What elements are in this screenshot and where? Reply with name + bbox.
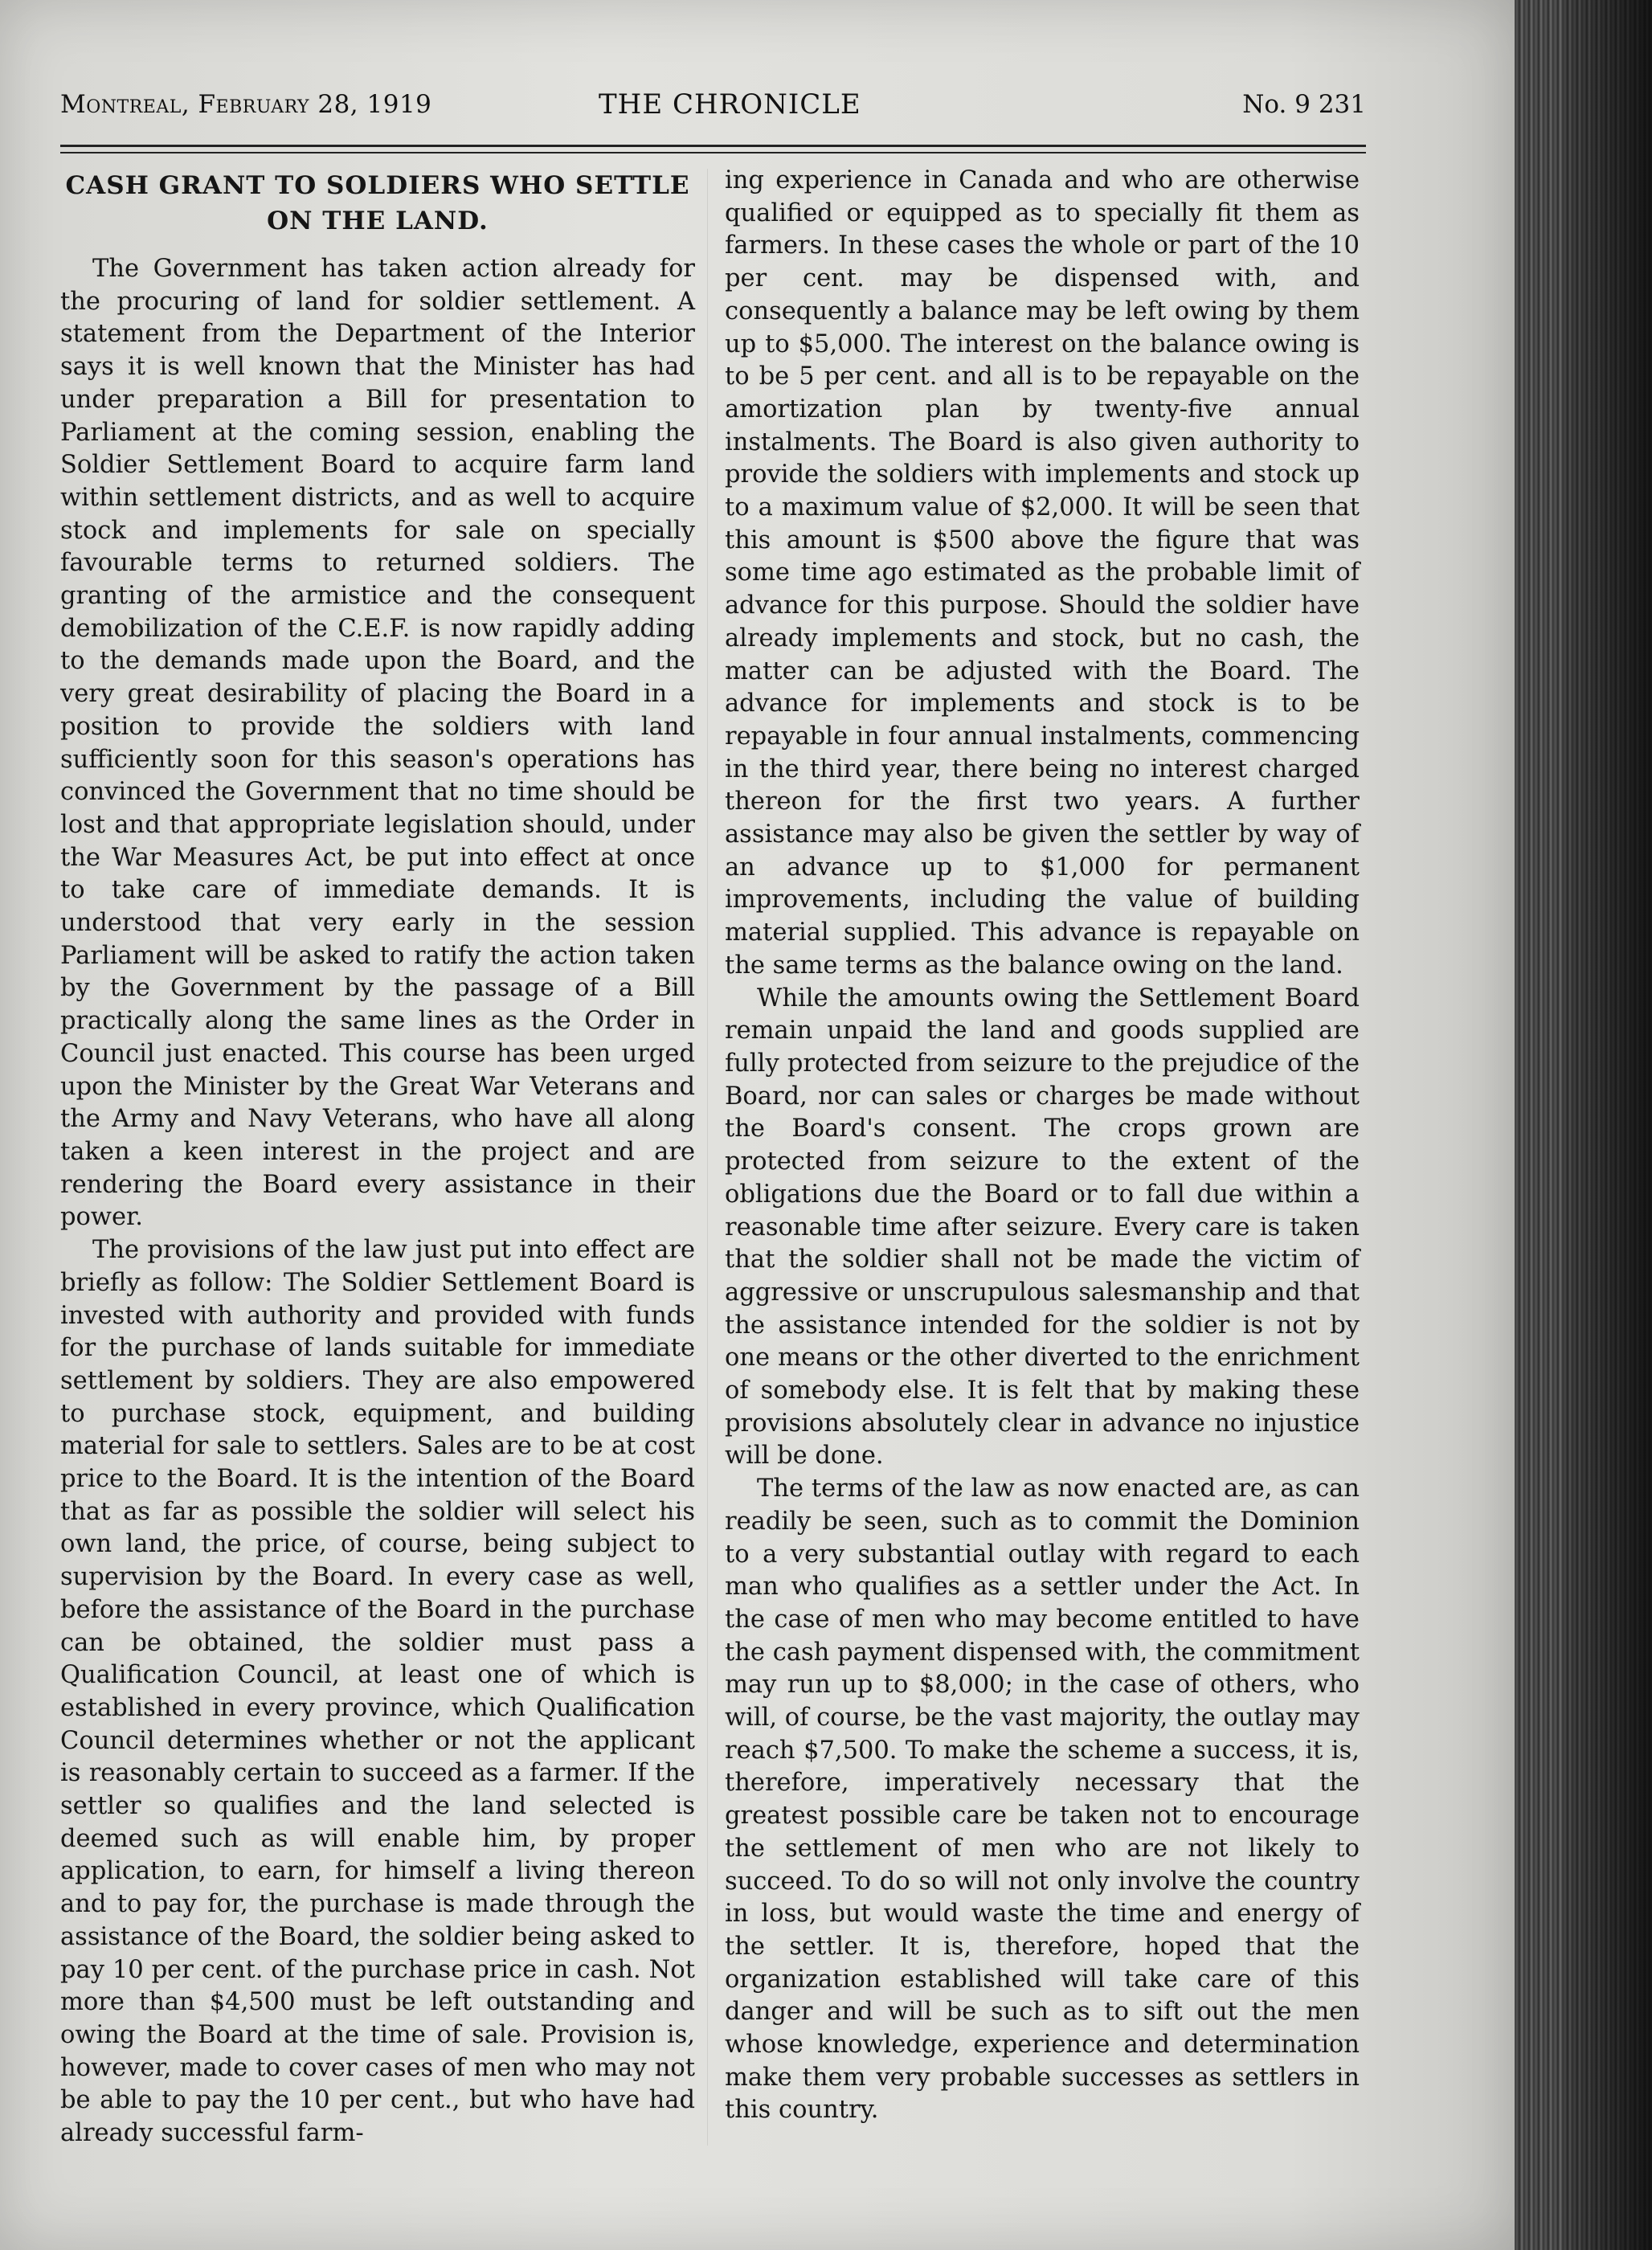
article-title-line-1: CASH GRANT TO SOLDIERS WHO SETTLE [65, 171, 690, 200]
paragraph-2: The provisions of the law just put into effect are briefly as follow: The Soldier Settlement Board is invested with authority and provided with funds for the purchase of lands suitable for immediate settlement by soldiers. They are also empowered to purchase stock, equipment, and building material for sale to settlers. Sales are to be at cost price to the Board. It is the intention of the Board that as far as possible the soldier will select his own land, the price, of course, being subject to supervision by the Board. In every case as well, before the assistance of the Board in the purchase can be obtained, the soldier must pass a Qualification Council, at least one of which is established in every province, which Qualification Council determines whether or not the applicant is reasonably certain to succeed as a farmer. If the settler so qualifies and the land selected is deemed such as will enable him, by proper application, to earn, for himself a living thereon and to pay for, the purchase is made through the assistance of the Board, the soldier being asked to pay 10 per cent. of the purchase price in cash. Not more than $4,500 must be left outstanding and owing the Board at the time of sale. Provision is, however, made to cover cases of men who may not be able to pay the 10 per cent., but who have had already successful farm- [60, 1236, 695, 2148]
header-rule-top [60, 145, 1366, 147]
publication-title: THE CHRONICLE [599, 88, 861, 121]
book-page-edges [1515, 0, 1652, 2250]
article-title [60, 165, 695, 239]
left-column [60, 165, 695, 2150]
header-rule-bottom [60, 152, 1366, 153]
paragraph-3: While the amounts owing the Settlement Board remain unpaid the land and goods supplied are fully protected from seizure to the prejudice of the Board, nor can sales or charges be made without the Board's consent. The crops grown are protected from seizure to the extent of the obligations due the Board or to fall due within a reasonable time after seizure. Every care is taken that the soldier shall not be made the victim of aggressive or unscrupulous salesmanship and that the assistance intended for the soldier is not by one means or the other diverted to the enrichment of somebody else. It is felt that by making these provisions absolutely clear in advance no injustice will be done. [725, 984, 1360, 1471]
article-title-line-2: ON THE LAND. [267, 207, 489, 235]
header-date: Montreal, February 28, 1919 [60, 90, 432, 119]
column-gutter [707, 169, 708, 2146]
paragraph-2-continued: ing experience in Canada and who are otherwise qualified or equipped as to specially fit them as farmers. In these cases the whole or part of the 10 per cent. may be dispensed with, and consequently a balance may be left owing by them up to $5,000. The interest on the balance owing is to be 5 per cent. and all is to be repayable on the amortization plan by twenty-five annual instalments. The Board is also given authority to provide the soldiers with implements and stock up to a maximum value of $2,000. It will be seen that this amount is $500 above the figure that was some time ago estimated as the probable limit of advance for this purpose. Should the soldier have already implements and stock, but no cash, the matter can be adjusted with the Board. The advance for implements and stock is to be repayable in four annual instalments, commencing in the third year, there being no interest charged thereon for the first two years. A further assistance may also be given the settler by way of an advance up to $1,000 for permanent improvements, including the value of building material supplied. This advance is repayable on the same terms as the balance owing on the land. [725, 166, 1360, 980]
issue-page-number: No. 9 231 [1242, 90, 1366, 119]
running-head [60, 90, 1366, 130]
paragraph-4: The terms of the law as now enacted are, as can readily be seen, such as to commit the Dominion to a very substantial outlay with regard to each man who qualifies as a settler under the Act. In the case of men who may become entitled to have the cash payment dispensed with, the commitment may run up to $8,000; in the case of others, who will, of course, be the vast majority, the outlay may reach $7,500. To make the scheme a success, it is, therefore, imperatively necessary that the greatest possible care be taken not to encourage the settlement of men who are not likely to succeed. To do so will not only involve the country in loss, but would waste the time and energy of the settler. It is, therefore, hoped that the organization established will take care of this danger and will be such as to sift out the men whose knowledge, experience and determination make them very probable successes as settlers in this country. [725, 1475, 1360, 2125]
right-column [725, 165, 1360, 2127]
paragraph-1: The Government has taken action already for the procuring of land for soldier settlement. A statement from the Department of the Interior says it is well known that the Minister has had under preparation a Bill for presentation to Parliament at the coming session, enabling the Soldier Settlement Board to acquire farm land within settlement districts, and as well to acquire stock and implements for sale on specially favourable terms to returned soldiers. The granting of the armistice and the consequent demobilization of the C.E.F. is now rapidly adding to the demands made upon the Board, and the very great desirability of placing the Board in a position to provide the soldiers with land sufficiently soon for this season's operations has convinced the Government that no time should be lost and that appropriate legislation should, under the War Measures Act, be put into effect at once to take care of immediate demands. It is understood that very early in the session Parliament will be asked to ratify the action taken by the Government by the passage of a Bill practically along the same lines as the Order in Council just enacted. This course has been urged upon the Minister by the Great War Veterans and the Army and Navy Veterans, who have all along taken a keen interest in the project and are rendering the Board every assistance in their power. [60, 255, 695, 1232]
